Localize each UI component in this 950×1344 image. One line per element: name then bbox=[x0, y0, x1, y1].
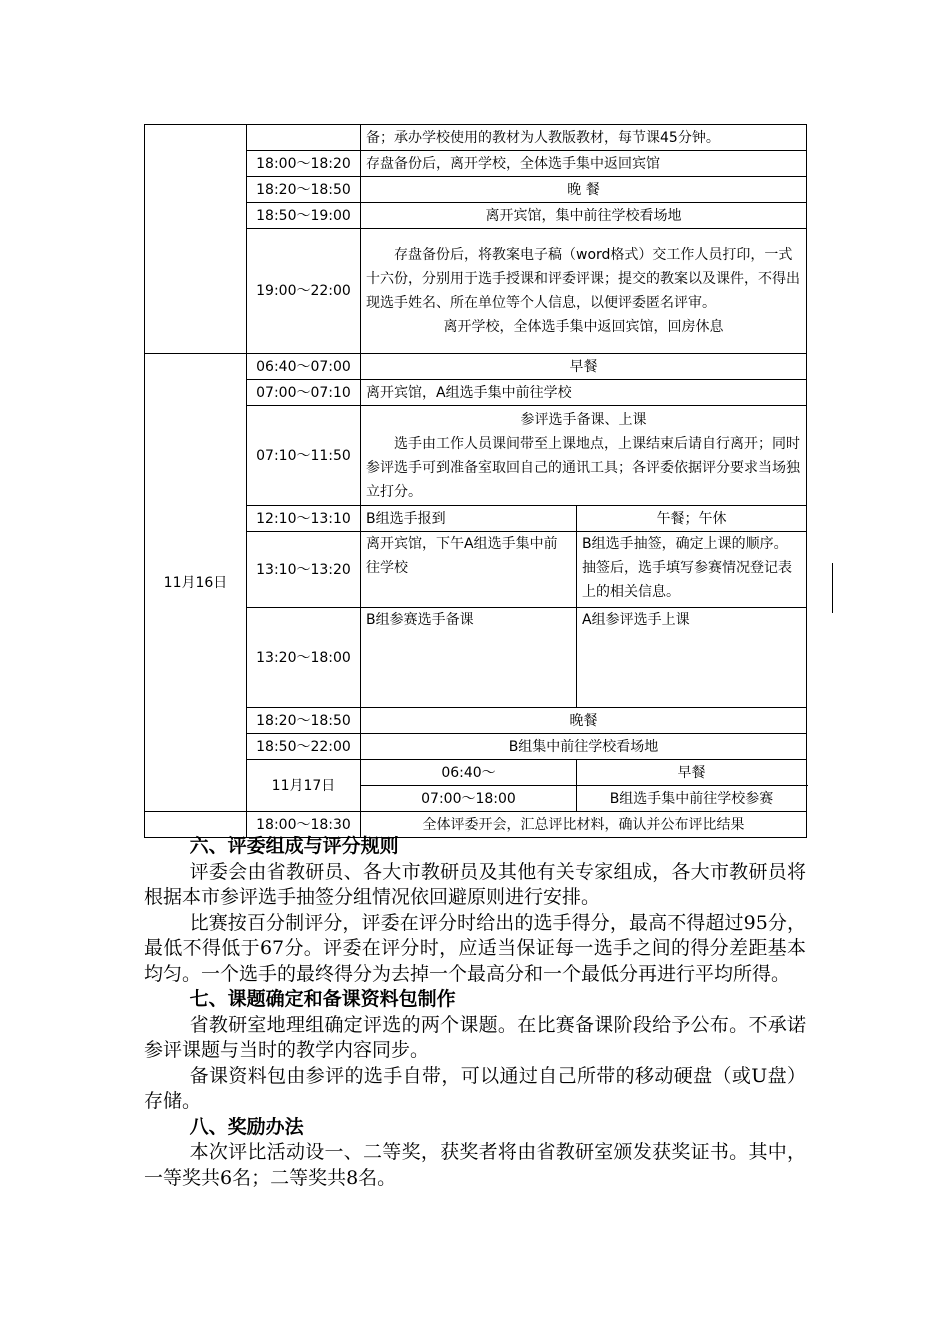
time-cell: 07:00～07:10 bbox=[247, 380, 361, 406]
time-cell: 18:00～18:30 bbox=[247, 812, 361, 838]
time-cell: 06:40～ bbox=[361, 760, 577, 786]
time-cell: 19:00～22:00 bbox=[247, 229, 361, 354]
activity-cell: 早餐 bbox=[361, 354, 807, 380]
document-body bbox=[144, 834, 806, 1191]
paragraph: 备课资料包由参评的选手自带，可以通过自己所带的移动硬盘（或U盘）存储。 bbox=[144, 1064, 806, 1112]
time-cell bbox=[247, 125, 361, 151]
time-cell: 13:20～18:00 bbox=[247, 608, 361, 708]
activity-paragraph: 离开学校，全体选手集中返回宾馆，回房休息 bbox=[443, 319, 724, 335]
time-cell: 18:20～18:50 bbox=[247, 177, 361, 203]
activity-cell-left: B组参赛选手备课 bbox=[361, 608, 577, 708]
activity-cell: 全体评委开会，汇总评比材料，确认并公布评比结果 bbox=[361, 812, 807, 838]
activity-cell: 离开宾馆，集中前往学校看场地 bbox=[361, 203, 807, 229]
margin-change-bar bbox=[832, 563, 833, 613]
day-cell: 11月17日 bbox=[247, 760, 361, 812]
time-cell: 07:00～18:00 bbox=[361, 786, 577, 812]
activity-cell: 存盘备份后，离开学校，全体选手集中返回宾馆 bbox=[361, 151, 807, 177]
activity-paragraph: 参评选手备课、上课 bbox=[520, 411, 647, 428]
paragraph: 比赛按百分制评分，评委在评分时给出的选手得分，最高不得超过95分，最低不得低于67分。评委在评分时，应适当保证每一选手之间的得分差距基本均匀。一个选手的最终得分为去掉一个最高分和一个最低分再进行平均所得。 bbox=[144, 911, 806, 985]
activity-cell-right: B组选手抽签，确定上课的顺序。抽签后，选手填写参赛情况登记表上的相关信息。 bbox=[577, 532, 807, 608]
activity-cell: 备；承办学校使用的教材为人教版教材，每节课45分钟。 bbox=[361, 125, 807, 151]
time-cell: 18:20～18:50 bbox=[247, 708, 361, 734]
day-cell-prev bbox=[145, 125, 247, 354]
paragraph: 本次评比活动设一、二等奖，获奖者将由省教研室颁发获奖证书。其中，一等奖共6名；二等奖共8名。 bbox=[144, 1141, 806, 1189]
activity-cell-right: A组参评选手上课 bbox=[577, 608, 807, 708]
activity-cell bbox=[361, 229, 807, 354]
time-cell: 18:00～18:20 bbox=[247, 151, 361, 177]
section-heading: 八、奖励办法 bbox=[189, 1115, 304, 1138]
activity-cell: B组集中前往学校看场地 bbox=[361, 734, 807, 760]
activity-cell-right: 午餐；午休 bbox=[577, 506, 807, 532]
activity-cell bbox=[361, 406, 807, 506]
time-cell: 18:50～19:00 bbox=[247, 203, 361, 229]
activity-cell: 晚 餐 bbox=[361, 177, 807, 203]
activity-cell: 晚餐 bbox=[361, 708, 807, 734]
activity-paragraph: 存盘备份后，将教案电子稿（word格式）交工作人员打印，一式十六份，分别用于选手授课和评委评课；提交的教案以及课件，不得出现选手姓名、所在单位等个人信息，以便评委匿名评审。 bbox=[366, 247, 800, 311]
day-cell: 11月16日 bbox=[145, 354, 247, 812]
activity-cell-left: B组选手报到 bbox=[361, 506, 577, 532]
time-cell: 06:40～07:00 bbox=[247, 354, 361, 380]
time-cell: 18:50～22:00 bbox=[247, 734, 361, 760]
schedule-table bbox=[144, 124, 807, 838]
activity-paragraph: 选手由工作人员课间带至上课地点，上课结束后请自行离开；同时参评选手可到准备室取回自己的通讯工具；各评委依据评分要求当场独立打分。 bbox=[366, 435, 800, 500]
activity-cell: 早餐 bbox=[577, 760, 807, 786]
time-cell: 13:10～13:20 bbox=[247, 532, 361, 608]
activity-cell: 离开宾馆，A组选手集中前往学校 bbox=[361, 380, 807, 406]
activity-cell: B组选手集中前往学校参赛 bbox=[577, 786, 807, 812]
time-cell: 12:10～13:10 bbox=[247, 506, 361, 532]
activity-cell-left: 离开宾馆，下午A组选手集中前往学校 bbox=[361, 532, 577, 608]
paragraph: 省教研室地理组确定评选的两个课题。在比赛备课阶段给予公布。不承诺参评课题与当时的教学内容同步。 bbox=[144, 1013, 806, 1061]
time-cell: 07:10～11:50 bbox=[247, 406, 361, 506]
section-heading: 六、评委组成与评分规则 bbox=[189, 835, 399, 857]
paragraph: 评委会由省教研员、各大市教研员及其他有关专家组成，各大市教研员将根据本市参评选手抽签分组情况依回避原则进行安排。 bbox=[144, 860, 806, 908]
section-heading: 七、课题确定和备课资料包制作 bbox=[189, 988, 456, 1010]
